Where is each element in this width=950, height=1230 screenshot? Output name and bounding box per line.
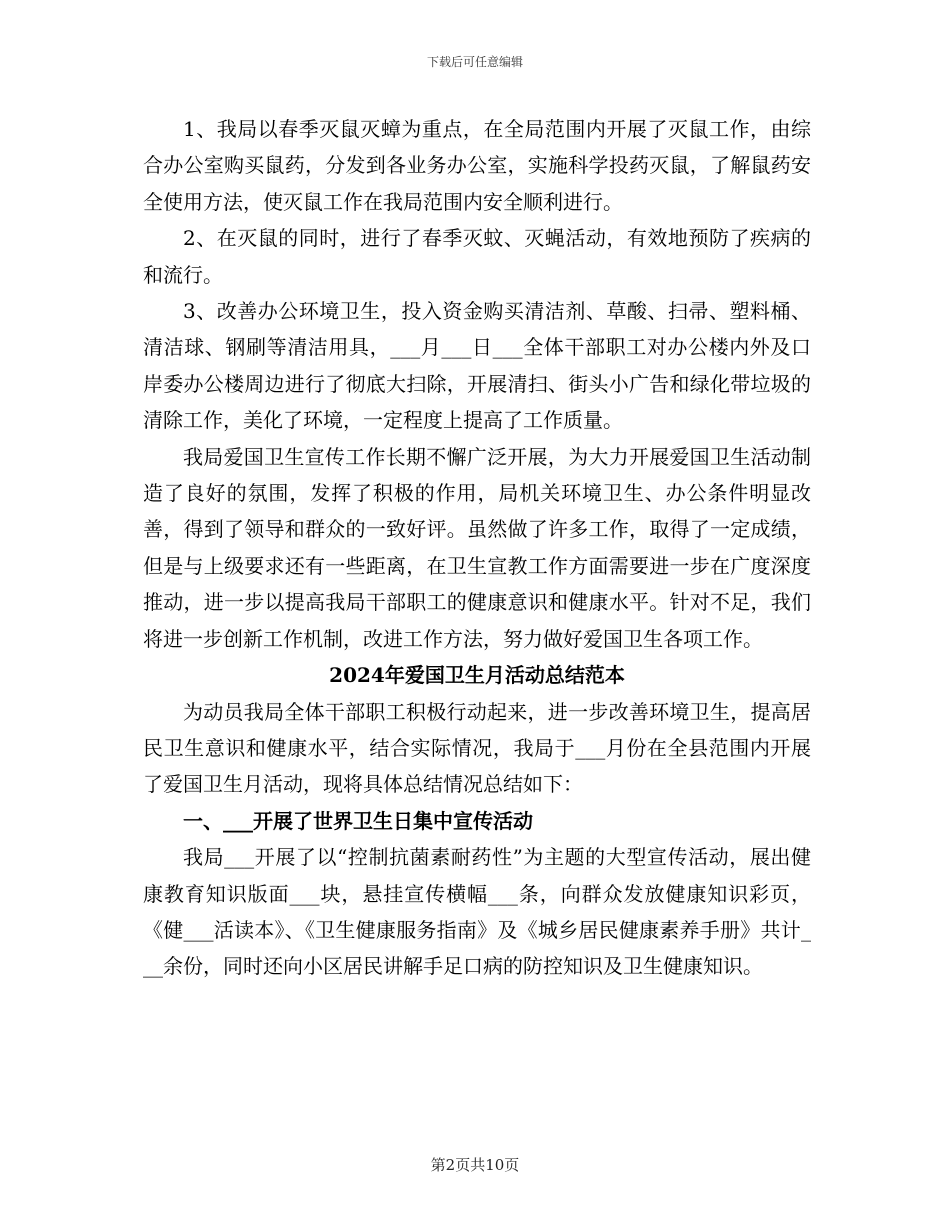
page-number: 第2页共10页 <box>430 1156 520 1174</box>
paragraph-section-body: 我局___开展了以“控制抗菌素耐药性”为主题的大型宣传活动，展出健康教育知识版面___块，悬挂宣传横幅___条，向群众发放健康知识彩页，《健___活读本》、《卫生健康服务指南》及《城乡居民健康素养手册》共计___余份，同时还向小区居民讲解手足口病的防控知识及卫生健康知识。 <box>143 845 811 979</box>
paragraph-rodent-control: 1、我局以春季灭鼠灭蟑为重点，在全局范围内开展了灭鼠工作，由综合办公室购买鼠药，分发到各业务办公室，实施科学投药灭鼠，了解鼠药安全使用方法，使灭鼠工作在我局范围内安全顺利进行。 <box>143 117 811 214</box>
paragraph-intro: 为动员我局全体干部职工积极行动起来，进一步改善环境卫生，提高居民卫生意识和健康水平，结合实际情况，我局于___月份在全县范围内开展了爱国卫生月活动，现将具体总结情况总结如下： <box>143 699 811 797</box>
document-body <box>143 111 811 985</box>
paragraph-office-cleanup: 3、改善办公环境卫生，投入资金购买清洁剂、草酸、扫帚、塑料桶、清洁球、钢刷等清洁用具，___月___日___全体干部职工对办公楼内外及口岸委办公楼周边进行了彻底大扫除，开展清扫、街头小广告和绿化带垃圾的清除工作，美化了环境，一定程度上提高了工作质量。 <box>143 299 811 433</box>
paragraph-mosquito-control: 2、在灭鼠的同时，进行了春季灭蚊、灭蝇活动，有效地预防了疾病的和流行。 <box>143 226 811 287</box>
document-title: 2024年爱国卫生月活动总结范本 <box>329 663 625 688</box>
section-heading: 一、___开展了世界卫生日集中宣传活动 <box>183 808 533 833</box>
header-note: 下载后可任意编辑 <box>426 55 523 69</box>
paragraph-summary: 我局爱国卫生宣传工作长期不懈广泛开展，为大力开展爱国卫生活动制造了良好的氛围，发挥了积极的作用，局机关环境卫生、办公条件明显改善，得到了领导和群众的一致好评。虽然做了许多工作，取得了一定成绩，但是与上级要求还有一些距离，在卫生宣教工作方面需要进一步在广度深度推动，进一步以提高我局干部职工的健康意识和健康水平。针对不足，我们将进一步创新工作机制，改进工作方法，努力做好爱国卫生各项工作。 <box>143 444 811 651</box>
